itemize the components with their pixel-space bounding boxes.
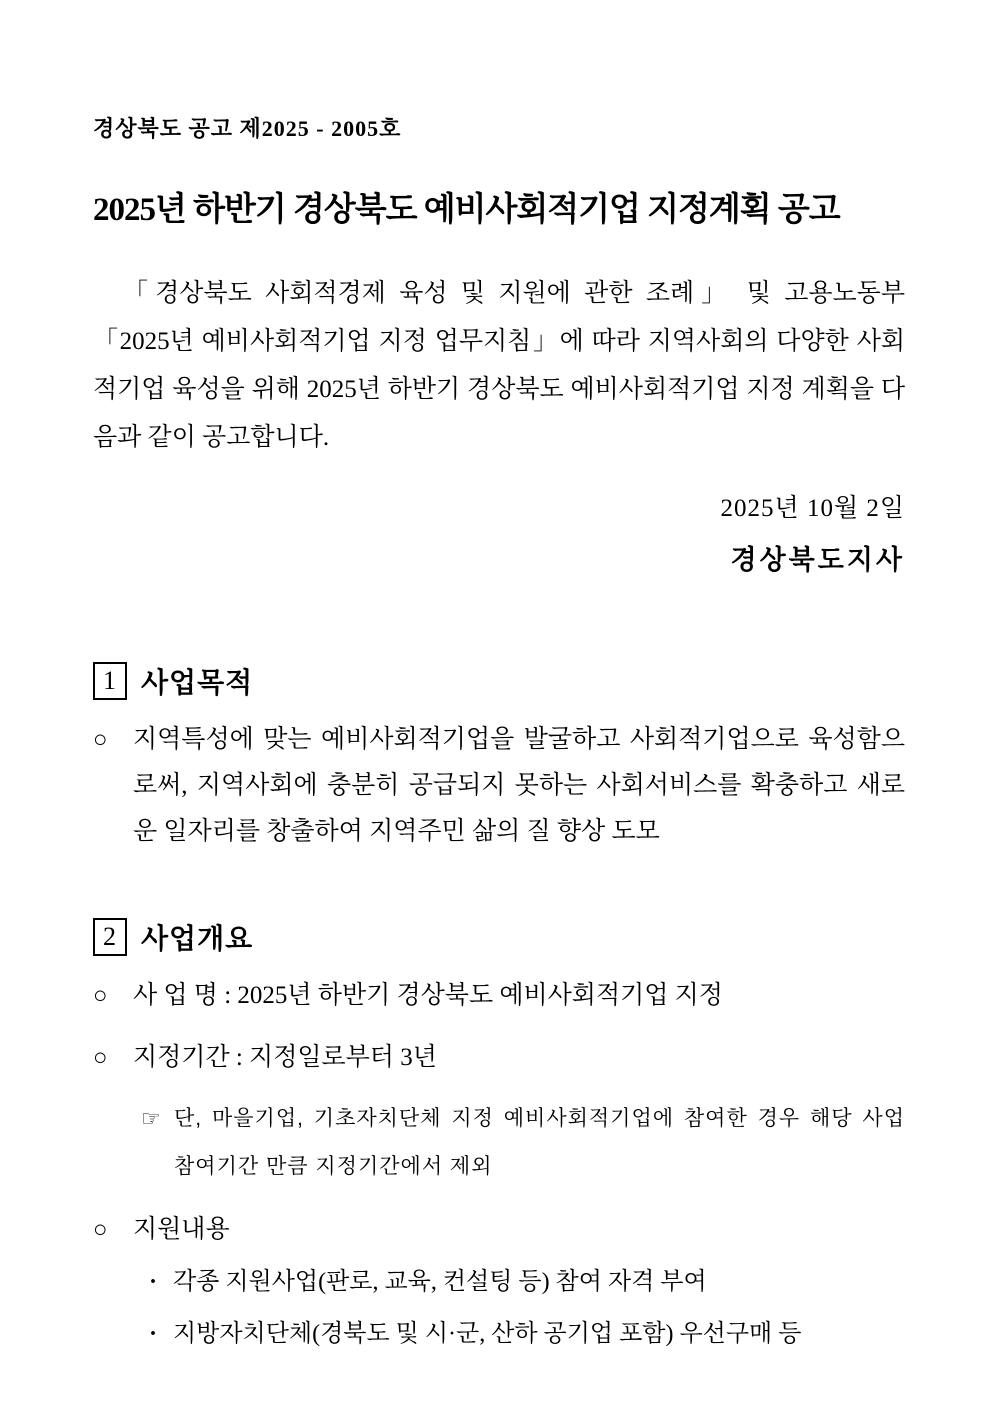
list-item [93,717,905,855]
list-item [93,973,905,1019]
sub-list-item [93,1311,905,1357]
circle-bullet-icon: ○ [93,727,108,753]
signer-title: 경상북도지사 [730,545,905,575]
dot-bullet-icon: · [149,1321,158,1347]
section-number-box: 1 [93,662,127,700]
section-heading-label: 사업개요 [141,924,254,955]
sub-list-item-text: 각종 지원사업(판로, 교육, 컨설팅 등) 참여 자격 부여 [173,1269,707,1295]
circle-bullet-icon: ○ [93,1217,108,1243]
list-item [93,1035,905,1081]
section-heading-label: 사업목적 [141,668,254,699]
section-overview [93,917,905,1357]
dot-bullet-icon: · [149,1269,158,1295]
section-purpose [93,661,905,855]
doc-number: 경상북도 공고 제2025 - 2005호 [93,116,402,141]
sub-list-item [93,1259,905,1305]
section-purpose-heading [93,661,905,701]
note-item-text: 단, 마을기업, 기초자치단체 지정 예비사회적기업에 참여한 경우 해당 사업 참여기간 만큼 지정기간에서 제외 [174,1107,905,1178]
intro-paragraph: 「경상북도 사회적경제 육성 및 지원에 관한 조례」 및 고용노동부 「2025년 예비사회적기업 지정 업무지침」에 따라 지역사회의 다양한 사회적기업 육성을 위해 2025년 하반기 경상북도 예비사회적기업 지정 계획을 다음과 같이 공고합니다. [93,280,905,451]
list-item-text: 지원내용 [133,1216,230,1243]
section-number-box: 2 [93,918,127,956]
pointing-finger-icon: ☞ [141,1106,162,1131]
list-item-text: 지역특성에 맞는 예비사회적기업을 발굴하고 사회적기업으로 육성함으로써, 지역사회에 충분히 공급되지 못하는 사회서비스를 확충하고 새로운 일자리를 창출하여 지역주민 삶의 질 향상 도모 [133,726,905,845]
sub-list-item-text: 지방자치단체(경북도 및 시·군, 산하 공기업 포함) 우선구매 등 [173,1321,802,1347]
section-overview-heading [93,917,905,957]
page-title: 2025년 하반기 경상북도 예비사회적기업 지정계획 공고 [93,192,840,228]
list-item-text: 지정기간 : 지정일로부터 3년 [133,1044,437,1071]
note-item [93,1095,905,1191]
list-item [93,1207,905,1253]
circle-bullet-icon: ○ [93,983,108,1009]
circle-bullet-icon: ○ [93,1045,108,1071]
list-item-text: 사 업 명 : 2025년 하반기 경상북도 예비사회적기업 지정 [133,982,723,1009]
announcement-date: 2025년 10월 2일 [720,495,905,522]
